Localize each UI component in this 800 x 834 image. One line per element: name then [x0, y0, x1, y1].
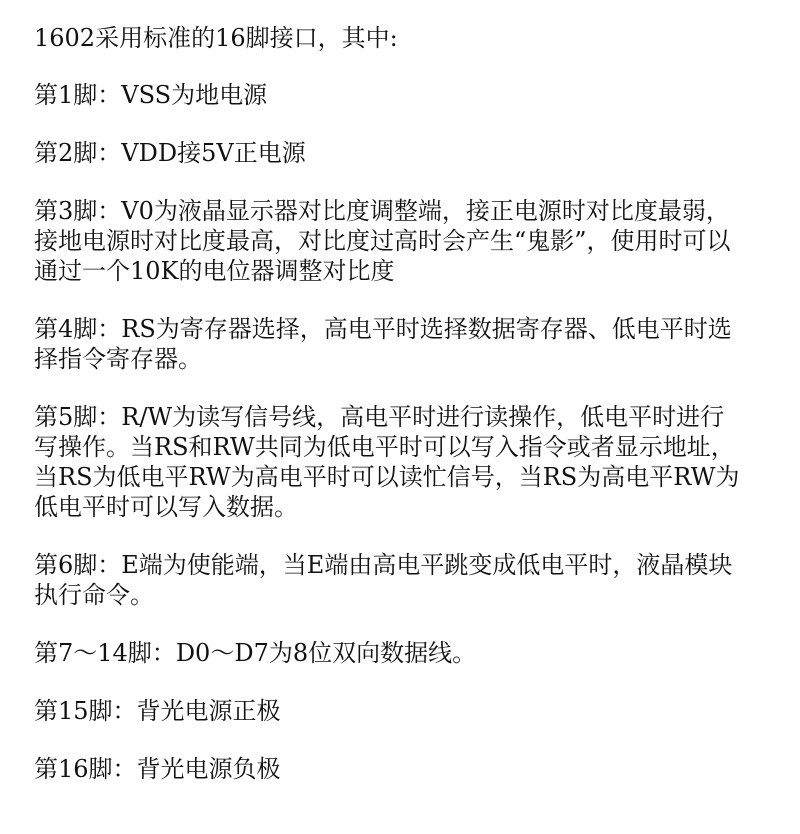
pin-description: D0～D7为8位双向数据线。 [175, 639, 477, 667]
pin-description: R/W为读写信号线，高电平时进行读操作，低电平时进行写操作。当RS和RW共同为低电平时可以写入指令或者显示地址，当RS为低电平RW为高电平时可以读忙信号，当RS为高电平RW为低电平时可以写入数据。 [34, 403, 740, 521]
pin-label: 第3脚： [34, 197, 122, 225]
pin-3-entry [34, 196, 744, 286]
pin-label: 第16脚： [34, 755, 137, 783]
pin-description: E端为使能端，当E端由高电平跳变成低电平时，液晶模块执行命令。 [34, 551, 733, 609]
pin-2-entry [34, 138, 744, 168]
pin-description: RS为寄存器选择，高电平时选择数据寄存器、低电平时选择指令寄存器。 [34, 315, 732, 373]
pin-description: 背光电源正极 [136, 697, 281, 725]
pin-1-entry [34, 80, 744, 110]
pin-label: 第7～14脚： [34, 639, 176, 667]
pin-description: 背光电源负极 [136, 755, 281, 783]
pin-label: 第5脚： [34, 403, 122, 431]
pin-label: 第4脚： [34, 315, 122, 343]
document-body [34, 23, 744, 784]
pin-description: VSS为地电源 [121, 81, 268, 109]
pin-label: 第1脚： [34, 81, 122, 109]
pin-4-entry [34, 314, 744, 374]
pin-5-entry [34, 402, 744, 522]
pin-16-entry [34, 754, 744, 784]
intro-text: 1602采用标准的16脚接口，其中: [34, 24, 398, 52]
pin-description: V0为液晶显示器对比度调整端，接正电源时对比度最弱，接地电源时对比度最高，对比度过高时会产生“鬼影”，使用时可以通过一个10K的电位器调整对比度 [34, 197, 731, 285]
pin-15-entry [34, 696, 744, 726]
pin-description: VDD接5V正电源 [121, 139, 306, 167]
pin-label: 第2脚： [34, 139, 122, 167]
pin-label: 第15脚： [34, 697, 137, 725]
pin-label: 第6脚： [34, 551, 122, 579]
pin-6-entry [34, 550, 744, 610]
pin-7-14-entry [34, 638, 744, 668]
